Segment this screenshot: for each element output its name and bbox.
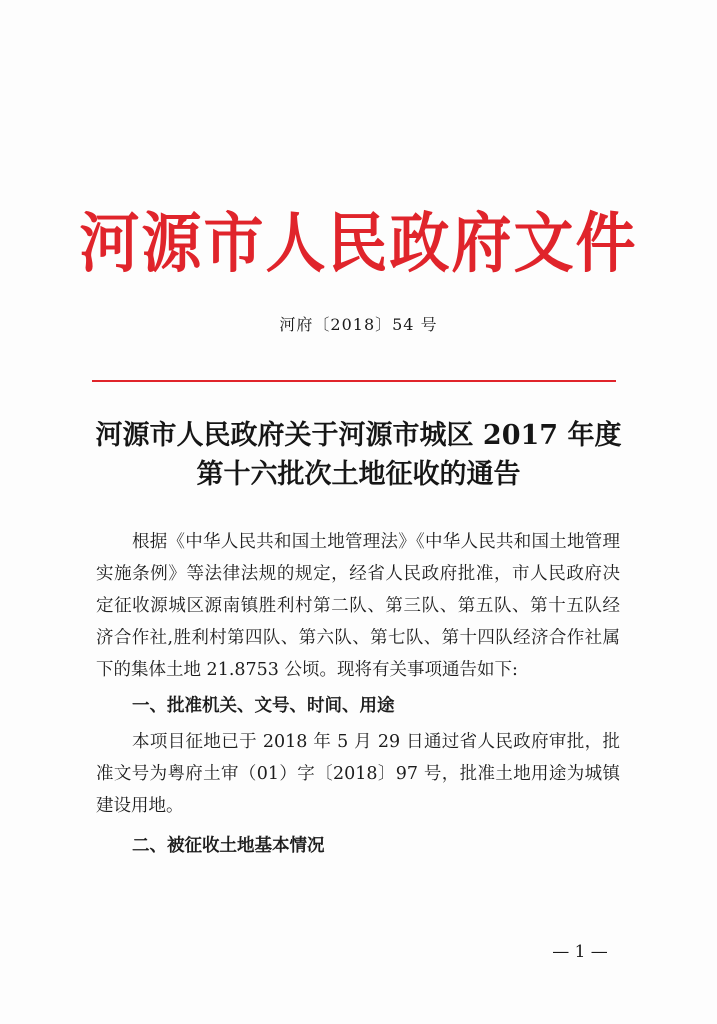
intro-paragraph: 根据《中华人民共和国土地管理法》《中华人民共和国土地管理实施条例》等法律法规的规定，经省人民政府批准，市人民政府决定征收源城区源南镇胜利村第二队、第三队、第五队、第十五队经济合作社,胜利村第四队、第六队、第七队、第十四队经济合作社属下的集体土地 21.8753 公顷。现将有关事项通告如下: bbox=[96, 532, 620, 680]
section-1-paragraph: 本项目征地已于 2018 年 5 月 29 日通过省人民政府审批，批准文号为粤府土审（01）字〔2018〕97 号，批准土地用途为城镇建设用地。 bbox=[96, 732, 620, 816]
notice-title-line-2: 第十六批次土地征收的通告 bbox=[196, 459, 521, 490]
issuer-header: 河源市人民政府文件 bbox=[79, 206, 638, 282]
document-number: 河府〔2018〕54 号 bbox=[279, 315, 438, 334]
notice-body bbox=[96, 526, 620, 866]
red-divider-line bbox=[92, 380, 616, 382]
notice-title bbox=[0, 416, 717, 494]
section-2-heading: 二、被征收土地基本情况 bbox=[132, 836, 325, 856]
page-number: — 1 — bbox=[552, 942, 608, 962]
notice-title-line-1: 河源市人民政府关于河源市城区 2017 年度 bbox=[95, 420, 622, 451]
section-1-heading: 一、批准机关、文号、时间、用途 bbox=[132, 696, 395, 716]
